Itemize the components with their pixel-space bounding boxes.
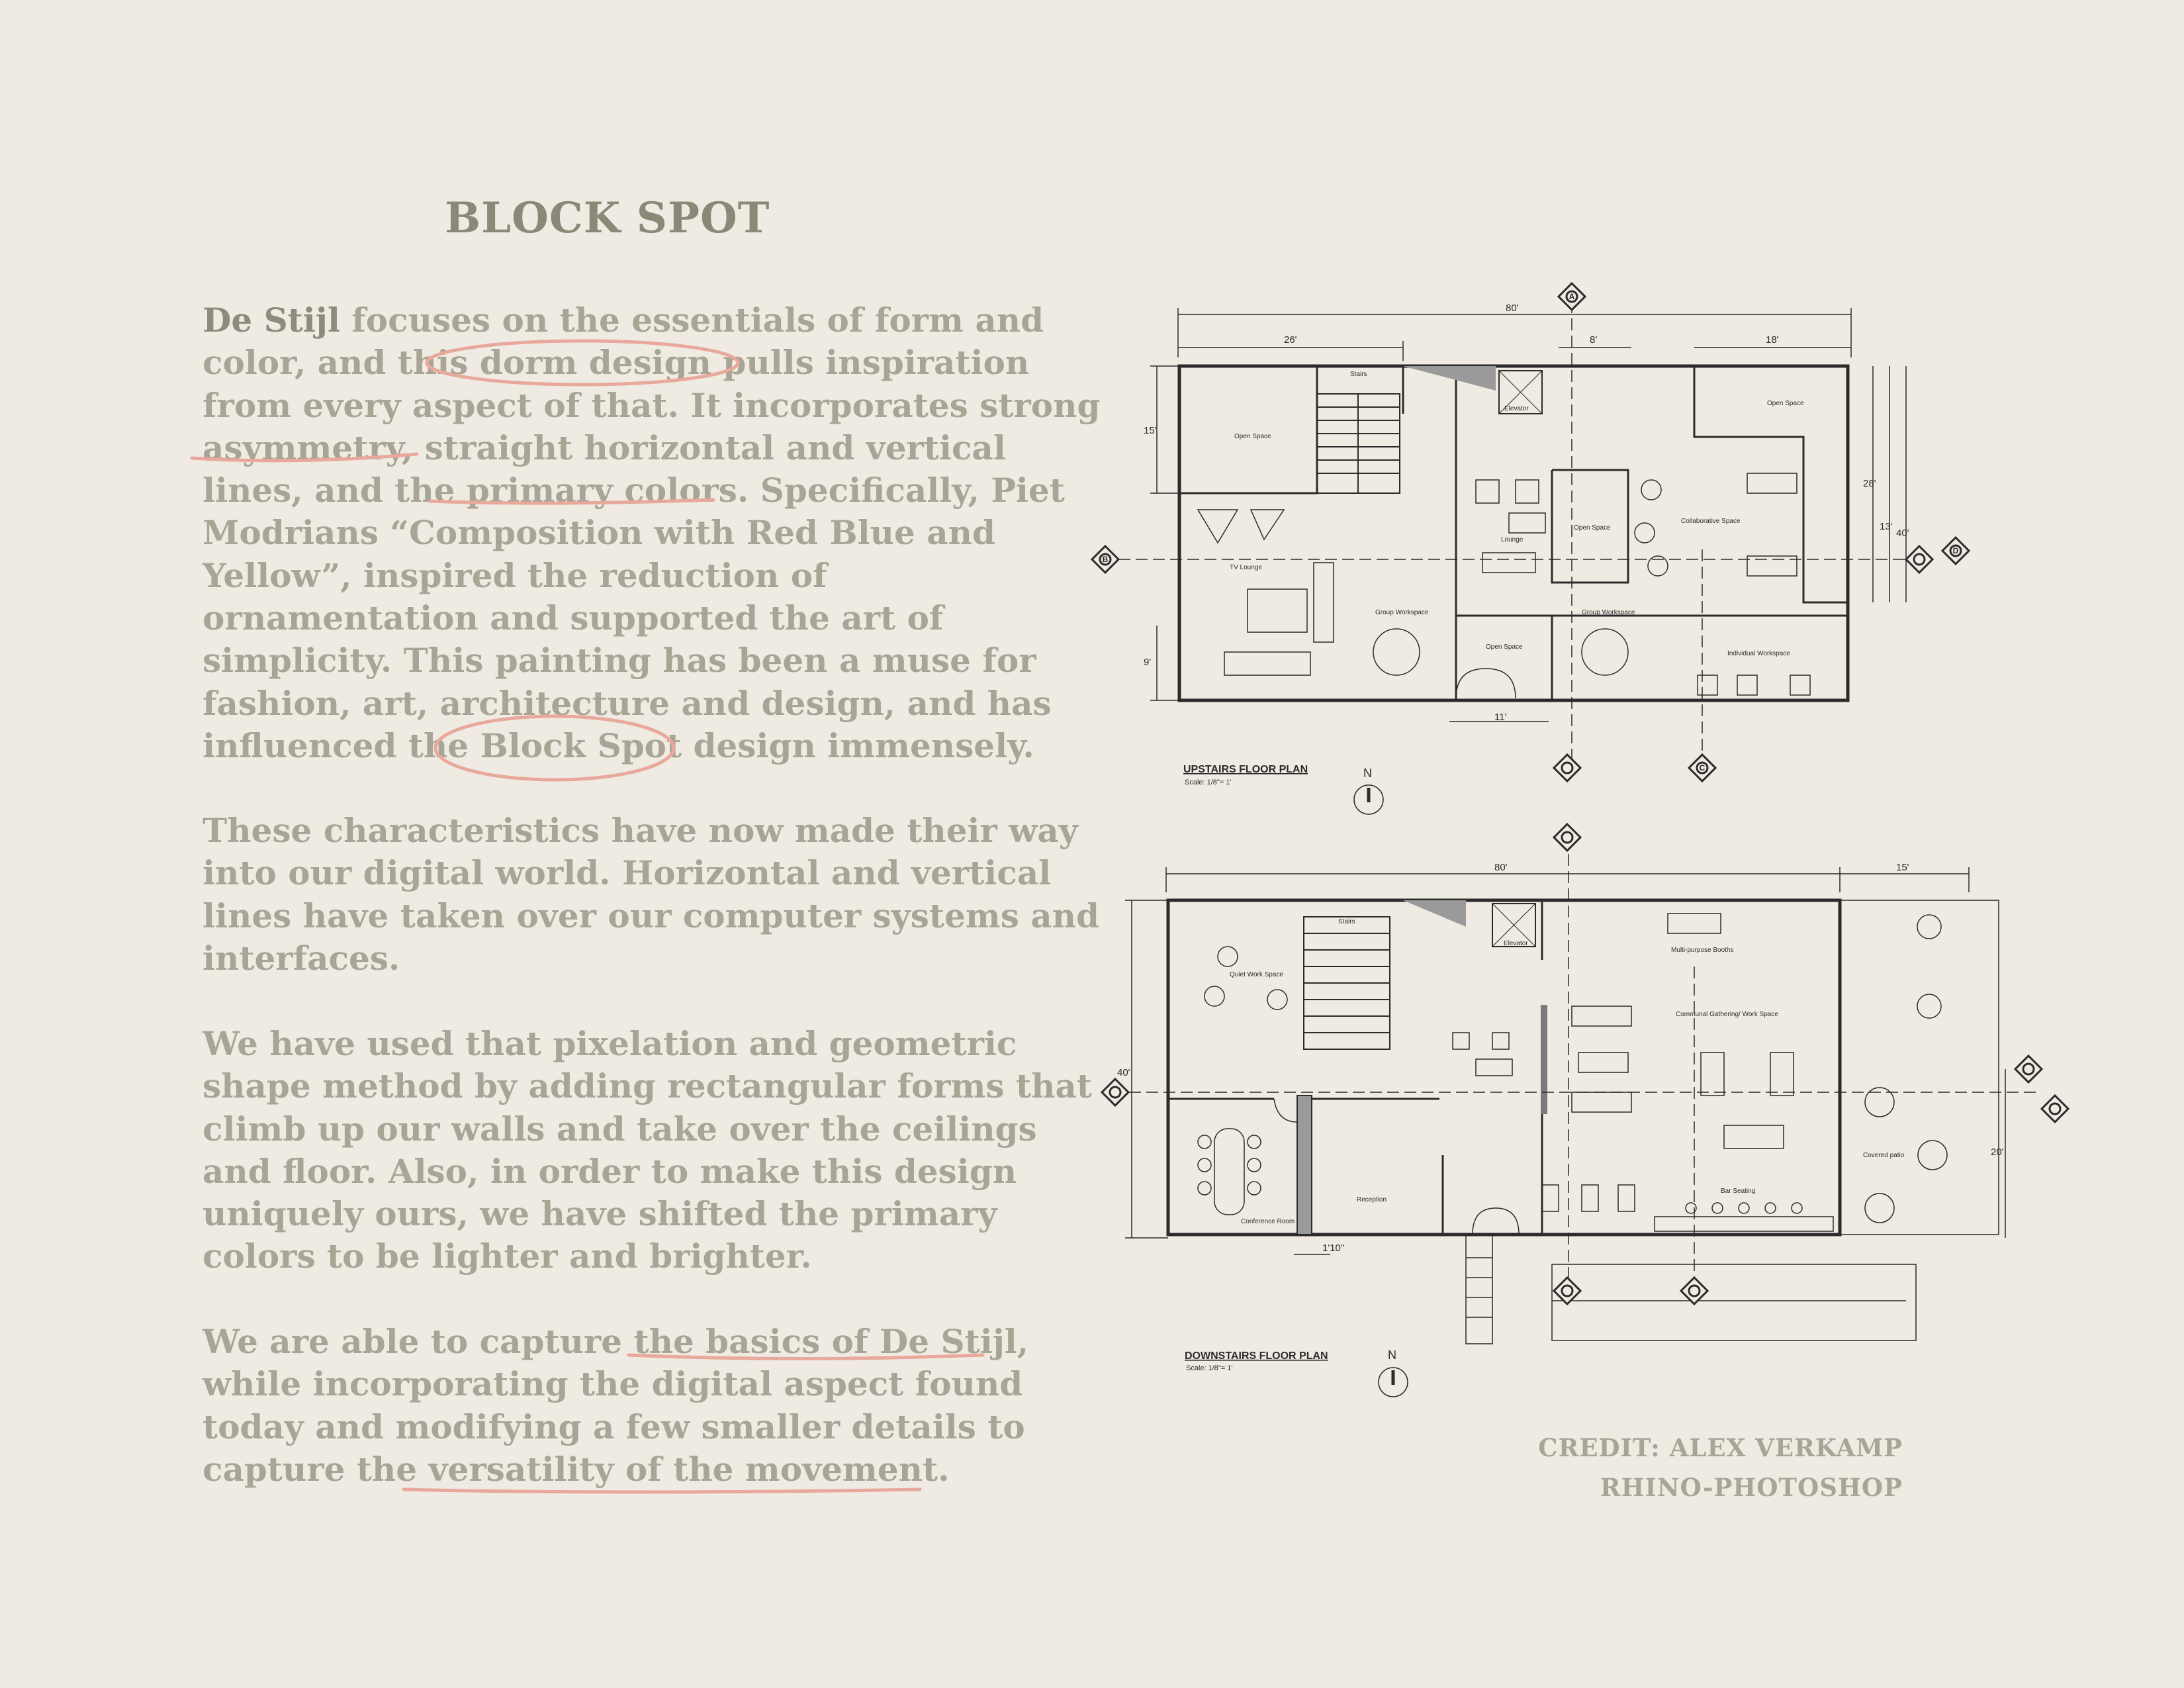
text-line: into our digital world. Horizontal and vertical (203, 853, 1052, 893)
dimension-label: 80' (1506, 303, 1519, 314)
text-line: from every aspect of that. It incorporates strong (203, 385, 1101, 425)
text-line: lines, and the primary colors. Specifically, Piet (203, 471, 1065, 510)
text-line: These characteristics have now made their way (203, 811, 1078, 850)
section-letter: D (1952, 546, 1959, 555)
text-line: influenced the Block Spot design immensely. (203, 726, 1034, 765)
dimension-label: 15' (1896, 862, 1909, 873)
text-line: asymmetry, straight horizontal and vertical (203, 428, 1006, 467)
text-line: ornamentation and supported the art of (203, 598, 944, 638)
north-arrow-icon (1379, 1348, 1408, 1397)
upstairs-stairs (1317, 394, 1400, 493)
section-marker-icon (1906, 546, 1933, 573)
downstairs-outer-wall (1168, 900, 1840, 1235)
downstairs-floor-plan (1112, 854, 2038, 1397)
dimension-label: 1'10" (1322, 1243, 1345, 1254)
section-letter: B (1102, 555, 1109, 564)
room-label: TV Lounge (1230, 564, 1262, 571)
room-label: Open Space (1234, 433, 1271, 440)
upstairs-floor-plan (1118, 301, 1916, 814)
room-label: Bar Seating (1721, 1188, 1756, 1195)
room-label: Individual Workspace (1727, 650, 1790, 657)
room-label: Multi-purpose Booths (1671, 947, 1734, 954)
dimension-label: 40' (1896, 528, 1909, 539)
dimension-label: 9' (1144, 657, 1152, 668)
text-line: focuses on the essentials of form and (351, 301, 1044, 340)
dimension-label: 28' (1863, 478, 1876, 489)
text-line: simplicity. This painting has been a muse for (203, 641, 1036, 680)
section-marker-icon (2015, 1056, 2042, 1082)
text-line: Modrians “Composition with Red Blue and (203, 513, 995, 553)
downstairs-stairs (1304, 917, 1390, 1049)
room-label: Open Space (1486, 643, 1523, 651)
text-line: colors to be lighter and brighter. (203, 1237, 812, 1276)
covered-patio-outline (1840, 900, 1999, 1235)
text-line: color, and this dorm design pulls inspiration (203, 343, 1030, 383)
plan-title: DOWNSTAIRS FLOOR PLAN (1185, 1350, 1328, 1362)
dimension-label: 40' (1117, 1067, 1130, 1078)
section-letter: A (1569, 292, 1575, 301)
section-marker-icon (2042, 1096, 2068, 1122)
room-label: Stairs (1338, 918, 1355, 925)
room-label: Open Space (1574, 524, 1611, 532)
room-label: Quiet Work Space (1230, 971, 1283, 978)
text-line: capture the versatility of the movement. (203, 1449, 950, 1489)
north-arrow-icon (1354, 767, 1383, 814)
plan-scale: Scale: 1/8"= 1' (1185, 778, 1232, 786)
dimension-label: 80' (1494, 862, 1508, 873)
text-line: climb up our walls and take over the ceilings (203, 1109, 1037, 1149)
dimension-label: 13' (1880, 521, 1893, 532)
plan-title: UPSTAIRS FLOOR PLAN (1183, 764, 1308, 775)
text-line: today and modifying a few smaller details to (203, 1407, 1025, 1446)
room-label: Elevator (1504, 940, 1528, 947)
north-label: N (1388, 1348, 1396, 1362)
credit-line: CREDIT: ALEX VERKAMP (1538, 1433, 1903, 1462)
room-label: Group Workspace (1582, 609, 1635, 616)
text-line: We are able to capture the basics of De Stijl, (203, 1322, 1029, 1361)
dimension-label: 20' (1991, 1147, 2004, 1158)
text-line: while incorporating the digital aspect found (203, 1364, 1023, 1404)
dimension-label: 26' (1284, 334, 1297, 346)
text-line: and floor. Also, in order to make this design (203, 1151, 1017, 1191)
room-label: Stairs (1350, 371, 1367, 378)
text-line: shape method by adding rectangular forms that (203, 1066, 1092, 1106)
text-line: lines have taken over our computer systems and (203, 896, 1099, 935)
north-label: N (1363, 767, 1372, 780)
credit-software: RHINO-PHOTOSHOP (1600, 1473, 1903, 1502)
section-marker-icon (1102, 1079, 1128, 1105)
section-marker-icon (1554, 824, 1580, 851)
text-line: uniquely ours, we have shifted the primary (203, 1194, 997, 1234)
room-label: Conference Room (1241, 1218, 1295, 1225)
section-marker-icon (1554, 755, 1580, 781)
room-label: Lounge (1501, 536, 1524, 543)
page-title: BLOCK SPOT (445, 193, 770, 243)
outdoor-stairs (1466, 1258, 1492, 1317)
text-line: interfaces. (203, 938, 400, 978)
plan-scale: Scale: 1/8"= 1' (1186, 1364, 1233, 1372)
text-line: We have used that pixelation and geometric (203, 1024, 1017, 1063)
room-label: Communal Gathering/ Work Space (1676, 1011, 1778, 1018)
text-line: fashion, art, architecture and design, and has (203, 683, 1052, 723)
section-marker-icon (1554, 1278, 1580, 1304)
room-label: Group Workspace (1375, 609, 1429, 616)
dimension-label: 8' (1590, 334, 1598, 346)
room-label: Collaborative Space (1681, 518, 1741, 525)
room-label: Covered patio (1863, 1152, 1905, 1159)
dimension-label: 18' (1766, 334, 1779, 346)
section-letter: C (1699, 763, 1706, 773)
dimension-label: 11' (1494, 712, 1507, 723)
lead-term: De Stijl (203, 301, 340, 340)
text-line: Yellow”, inspired the reduction of (203, 555, 827, 595)
room-label: Elevator (1504, 405, 1529, 412)
room-label: Open Space (1767, 400, 1804, 407)
room-label: Reception (1357, 1196, 1387, 1203)
upstairs-furniture (1198, 473, 1810, 698)
dimension-label: 15' (1144, 425, 1157, 436)
section-marker-icon (1681, 1278, 1707, 1304)
